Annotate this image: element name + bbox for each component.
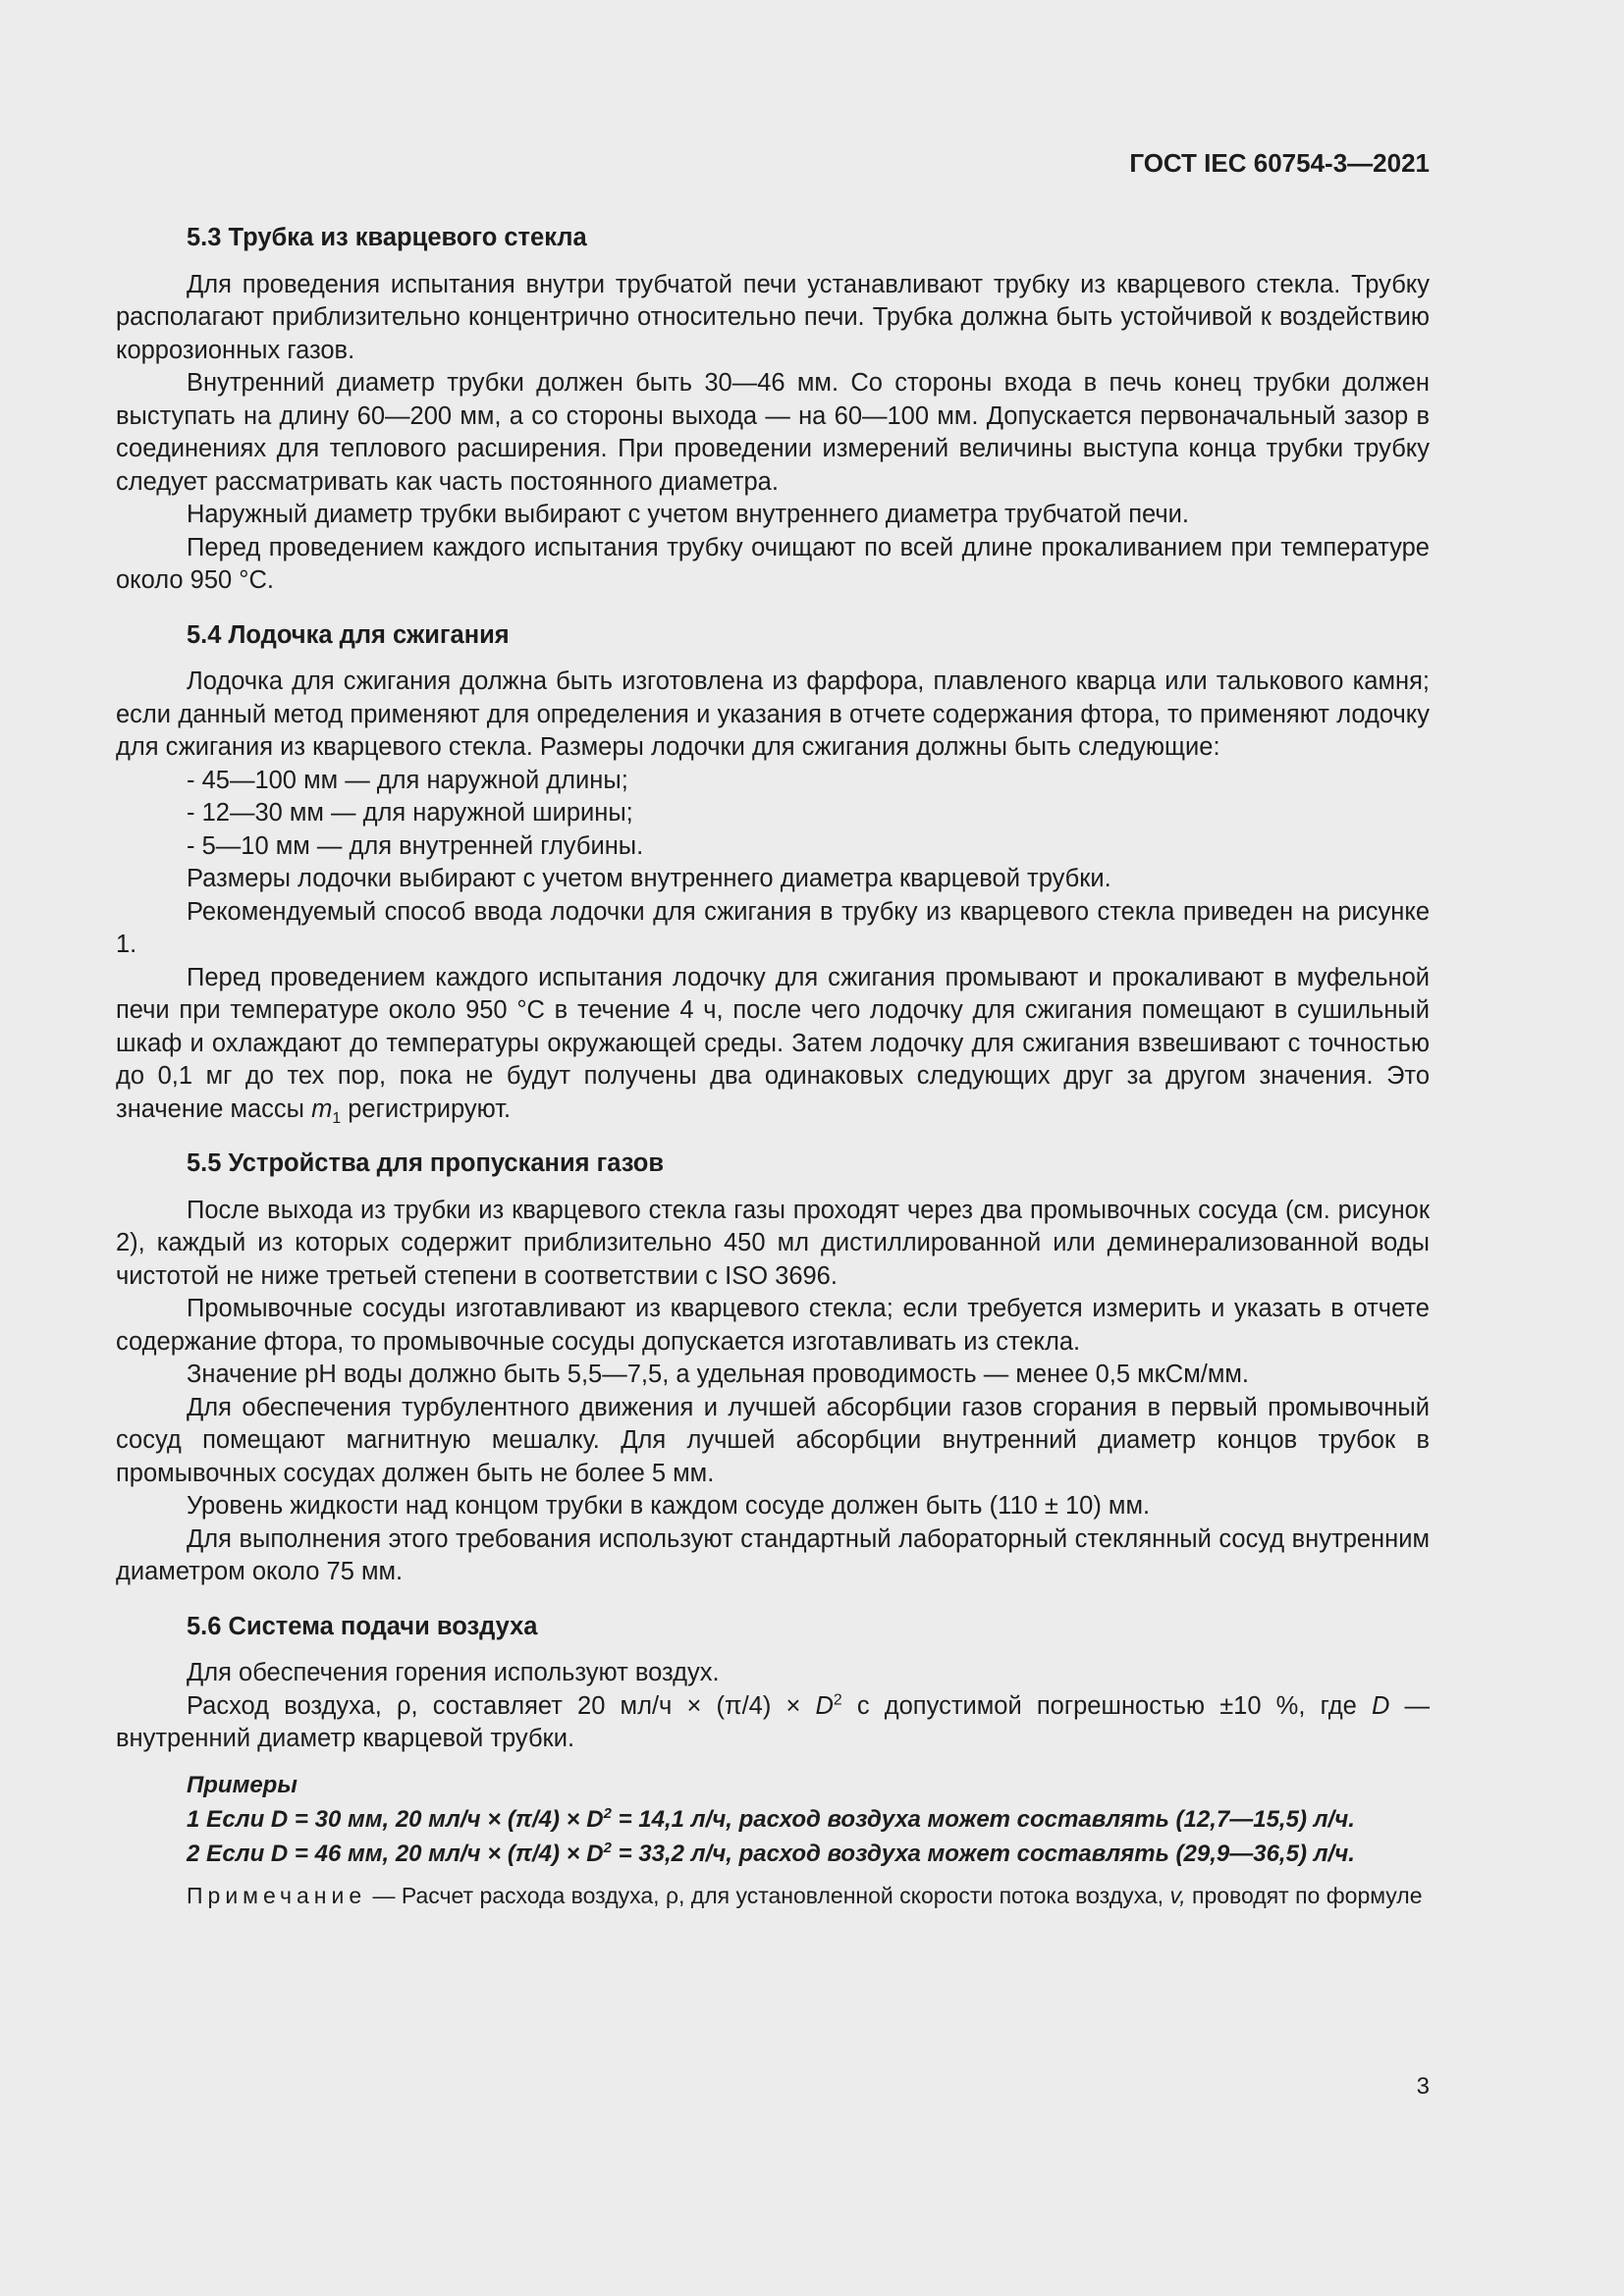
example-1 (187, 1802, 1430, 1837)
example-text: = 33,2 л/ч, расход воздуха может составлять (29,9—36,5) л/ч. (611, 1840, 1355, 1867)
section-5-4-title: 5.4 Лодочка для сжигания (187, 620, 510, 649)
example-text: 2 Если D = 46 мм, 20 мл/ч × (π/4) × D (187, 1840, 604, 1867)
paragraph-text: — внутренний диаметр кварцевой трубки. (116, 1691, 1430, 1752)
paragraph: Для обеспечения горения используют воздух. (187, 1659, 720, 1686)
document-header: ГОСТ IEC 60754-3—2021 (1129, 148, 1430, 178)
document-body (116, 222, 1430, 1911)
paragraph: Наружный диаметр трубки выбирают с учетом внутреннего диаметра трубчатой печи. (187, 501, 1189, 528)
paragraph-text: регистрируют. (341, 1095, 512, 1123)
velocity-variable: v, (1169, 1882, 1186, 1908)
examples-block (116, 1768, 1430, 1871)
note-label: Примечание (187, 1882, 367, 1908)
superscript: 2 (603, 1840, 612, 1856)
paragraph: Уровень жидкости над концом трубки в каждом сосуде должен быть (110 ± 10) мм. (187, 1492, 1151, 1520)
example-text: = 14,1 л/ч, расход воздуха может составлять (12,7—15,5) л/ч. (611, 1805, 1355, 1833)
paragraph: Рекомендуемый способ ввода лодочки для сжигания в трубку из кварцевого стекла приведен на рисунке 1. (116, 897, 1430, 958)
diameter-variable: D (815, 1691, 834, 1720)
paragraph-text: Перед проведением каждого испытания лодочку для сжигания промывают и прокаливают в муфельной печи при температуре около 950 °С в течение 4 ч, после чего лодочку для сжигания помещают в сушильный шкаф и охлаждают до температуры окружающей среды. Затем лодочку для сжигания взвешивают с точностью до 0,1 мг до тех пор, пока не будут получены два одинаковых следующих друг за другом значения. Это значение массы (116, 963, 1430, 1123)
paragraph (116, 962, 1430, 1127)
section-5-6-title: 5.6 Система подачи воздуха (187, 1612, 538, 1640)
paragraph-text: с допустимой погрешностью ±10 %, где (841, 1691, 1372, 1720)
list-item: - 5—10 мм — для внутренней глубины. (187, 831, 644, 860)
note-text: проводят по формуле (1185, 1882, 1423, 1908)
section-5-5-title: 5.5 Устройства для пропускания газов (187, 1149, 664, 1177)
paragraph: Перед проведением каждого испытания трубку очищают по всей длине прокаливанием при температуре около 950 °С. (116, 533, 1430, 594)
diameter-variable: D (1371, 1691, 1390, 1720)
paragraph-text: Расход воздуха, ρ, составляет 20 мл/ч × (π/4) × (187, 1691, 816, 1720)
paragraph: Размеры лодочки выбирают с учетом внутреннего диаметра кварцевой трубки. (187, 865, 1111, 892)
note-text: — Расчет расхода воздуха, ρ, для установленной скорости потока воздуха, (366, 1882, 1170, 1908)
list-item: - 45—100 мм — для наружной длины; (187, 766, 628, 794)
paragraph: Для выполнения этого требования используют стандартный лабораторный стеклянный сосуд внутренним диаметром около 75 мм. (116, 1524, 1430, 1585)
paragraph: Промывочные сосуды изготавливают из кварцевого стекла; если требуется измерить и указать в отчете содержание фтора, то промывочные сосуды допускается изготавливать из стекла. (116, 1295, 1430, 1356)
example-2 (187, 1837, 1430, 1871)
section-5-3-title: 5.3 Трубка из кварцевого стекла (187, 224, 587, 251)
paragraph: Значение pH воды должно быть 5,5—7,5, а удельная проводимость — менее 0,5 мкСм/мм. (187, 1361, 1249, 1388)
paragraph: Внутренний диаметр трубки должен быть 30—46 мм. Со стороны входа в печь конец трубки должен выступать на длину 60—200 мм, а со стороны выхода — на 60—100 мм. Допускается первоначальный зазор в соединениях для теплового расширения. При проведении измерений величины выступа конца трубки трубку следует рассматривать как часть постоянного диаметра. (116, 369, 1430, 496)
superscript: 2 (603, 1805, 612, 1822)
mass-subscript: 1 (332, 1109, 342, 1127)
paragraph: После выхода из трубки из кварцевого стекла газы проходят через два промывочных сосуда (см. рисунок 2), каждый из которых содержит приблизительно 450 мл дистиллированной или деминерализованной воды чистотой не ниже третьей степени в соответствии с ISO 3696. (116, 1196, 1430, 1290)
mass-variable: m (311, 1095, 333, 1123)
paragraph (116, 1690, 1430, 1756)
page-number: 3 (1416, 2073, 1430, 2100)
examples-title: Примеры (187, 1771, 298, 1798)
paragraph: Для обеспечения турбулентного движения и лучшей абсорбции газов сгорания в первый промывочный сосуд помещают магнитную мешалку. Для лучшей абсорбции внутренний диаметр концов трубок в промывочных сосудах должен быть не более 5 мм. (116, 1393, 1430, 1487)
list-item: - 12—30 мм — для наружной ширины; (187, 799, 633, 827)
example-text: 1 Если D = 30 мм, 20 мл/ч × (π/4) × D (187, 1805, 604, 1833)
paragraph: Лодочка для сжигания должна быть изготовлена из фарфора, плавленого кварца или талькового камня; если данный метод применяют для определения и указания в отчете содержания фтора, то применяют лодочку для сжигания из кварцевого стекла. Размеры лодочки для сжигания должны быть следующие: (116, 667, 1430, 761)
paragraph: Для проведения испытания внутри трубчатой печи устанавливают трубку из кварцевого стекла. Трубку располагают приблизительно концентрично относительно печи. Трубка должна быть устойчивой к воздействию коррозионных газов. (116, 270, 1430, 364)
superscript: 2 (833, 1691, 842, 1708)
note (116, 1881, 1430, 1911)
